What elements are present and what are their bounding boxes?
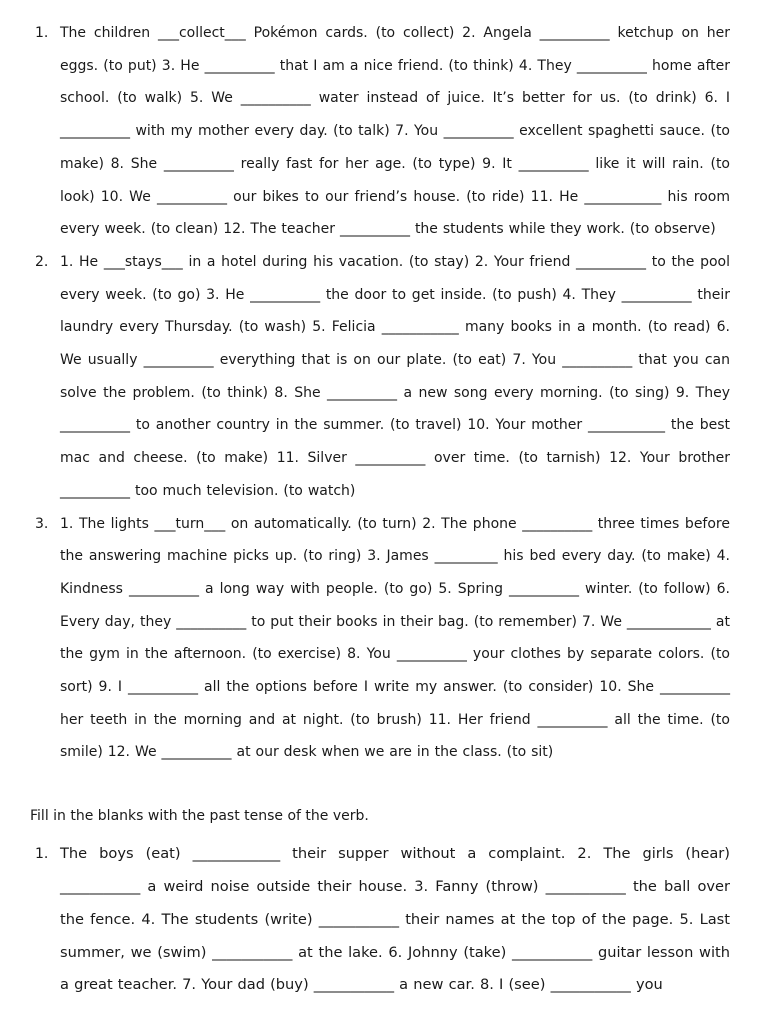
past-tense-section (30, 800, 730, 1002)
exercise-item-past-1 (30, 838, 730, 1002)
exercise-item-2 (30, 246, 730, 508)
exercise-text: 1. The lights ___turn___ on automatically. (to turn) 2. The phone __________ three times before the answering machine picks up. (to ring) 3. James _________ his bed every day. (to make) 4. Kindness __________ a long way with people. (to go) 5. Spring __________ winter. (to follow) 6. Every day, they __________ to put their books in their bag. (to remember) 7. We ____________ at the gym in the afternoon. (to exercise) 8. You __________ your clothes by separate colors. (to sort) 9. I __________ all the options before I write my answer. (to consider) 10. She __________ her teeth in the morning and at night. (to brush) 11. Her friend __________ all the time. (to smile) 12. We __________ at our desk when we are in the class. (to sit) (60, 515, 730, 761)
exercise-number: 3. (35, 515, 49, 532)
exercise-text: The children ___collect___ Pokémon cards. (to collect) 2. Angela __________ ketchup on her eggs. (to put) 3. He __________ that I am a nice friend. (to think) 4. They __________ home after school. (to walk) 5. We __________ water instead of juice. It’s better for us. (to drink) 6. I __________ with my mother every day. (to talk) 7. You __________ excellent spaghetti sauce. (to make) 8. She __________ really fast for her age. (to type) 9. It __________ like it will rain. (to look) 10. We __________ our bikes to our friend’s house. (to ride) 11. He ___________ his room every week. (to clean) 12. The teacher __________ the students while they work. (to observe) (60, 25, 730, 238)
exercise-number: 1. (35, 846, 49, 863)
exercise-number: 2. (35, 253, 49, 270)
exercise-item-3 (30, 508, 730, 770)
exercise-item-1 (30, 17, 730, 246)
exercise-text: 1. He ___stays___ in a hotel during his vacation. (to stay) 2. Your friend __________ to the pool every week. (to go) 3. He __________ the door to get inside. (to push) 4. They __________ their laundry every Thursday. (to wash) 5. Felicia ___________ many books in a month. (to read) 6. We usually __________ everything that is on our plate. (to eat) 7. You __________ that you can solve the problem. (to think) 8. She __________ a new song every morning. (to sing) 9. They __________ to another country in the summer. (to travel) 10. Your mother ___________ the best mac and cheese. (to make) 11. Silver __________ over time. (to tarnish) 12. Your brother __________ too much television. (to watch) (60, 253, 730, 499)
section-instruction: Fill in the blanks with the past tense of the verb. (30, 808, 369, 825)
present-tense-section (30, 17, 730, 769)
exercise-number: 1. (35, 25, 49, 41)
exercise-text: The boys (eat) ____________ their supper without a complaint. 2. The girls (hear) ___________ a weird noise outside their house. 3. Fanny (throw) ___________ the ball over the fence. 4. The students (write) ___________ their names at the top of the page. 5. Last summer, we (swim) ___________ at the lake. 6. Johnny (take) ___________ guitar lesson with a great teacher. 7. Your dad (buy) ___________ a new car. 8. I (see) ___________ you (60, 845, 730, 994)
